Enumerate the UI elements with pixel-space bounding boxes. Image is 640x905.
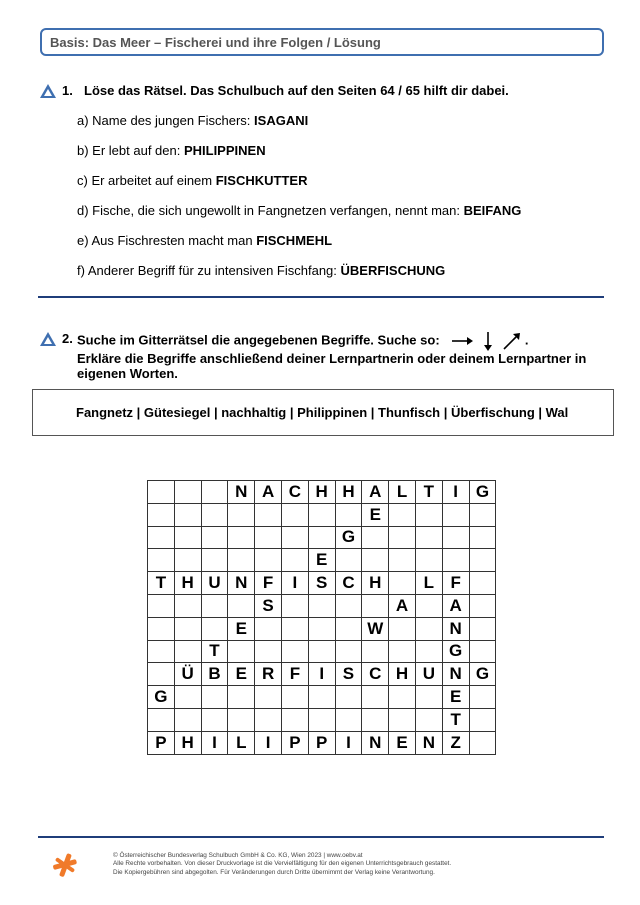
grid-cell (228, 594, 255, 617)
grid-row (148, 640, 496, 663)
footer-line3: Die Kopiergebühren sind abgegolten. Für Veränderungen durch Dritte übernimmt der Verlag keine Verantwortung. (113, 868, 435, 876)
grid-cell (201, 481, 228, 504)
grid-cell: F (281, 663, 308, 686)
grid-cell (255, 617, 282, 640)
grid-cell (308, 503, 335, 526)
grid-cell (174, 686, 201, 709)
task2-instruction (77, 331, 586, 381)
grid-cell: H (362, 572, 389, 595)
question-text: e) Aus Fischresten macht man (77, 233, 257, 248)
grid-cell (335, 686, 362, 709)
grid-row (148, 708, 496, 731)
grid-cell (255, 708, 282, 731)
task2-line3: eigenen Worten. (77, 366, 178, 381)
grid-cell (255, 526, 282, 549)
grid-cell (415, 549, 442, 572)
arrow-right-icon (451, 335, 473, 347)
grid-cell (201, 708, 228, 731)
grid-cell (308, 617, 335, 640)
grid-cell: P (308, 731, 335, 754)
task2-line1-end: . (524, 332, 529, 348)
grid-cell (335, 617, 362, 640)
grid-cell (174, 640, 201, 663)
publisher-logo-icon (52, 852, 78, 878)
grid-cell (174, 617, 201, 640)
grid-cell (415, 526, 442, 549)
grid-cell (148, 526, 175, 549)
grid-cell (415, 708, 442, 731)
grid-cell (281, 708, 308, 731)
grid-cell (174, 503, 201, 526)
grid-cell: C (335, 572, 362, 595)
grid-cell: L (228, 731, 255, 754)
grid-cell: S (335, 663, 362, 686)
grid-row (148, 503, 496, 526)
grid-cell (389, 549, 416, 572)
grid-row (148, 686, 496, 709)
arrow-down-icon (483, 331, 493, 351)
grid-cell: Ü (174, 663, 201, 686)
grid-cell: E (228, 663, 255, 686)
grid-cell (335, 594, 362, 617)
grid-cell: N (362, 731, 389, 754)
grid-cell (389, 640, 416, 663)
task1-number: 1. (62, 83, 73, 98)
question-text: a) Name des jungen Fischers: (77, 113, 255, 128)
grid-cell (174, 549, 201, 572)
grid-cell (148, 617, 175, 640)
grid-cell: F (442, 572, 469, 595)
word-list: Fangnetz | Gütesiegel | nachhaltig | Philippinen | Thunfisch | Überfischung | Wal (76, 405, 569, 420)
worksheet-title: Basis: Das Meer – Fischerei und ihre Folgen / Lösung (50, 34, 381, 50)
grid-cell: T (148, 572, 175, 595)
grid-cell (201, 686, 228, 709)
grid-cell: A (362, 481, 389, 504)
grid-cell (389, 572, 416, 595)
grid-cell (281, 503, 308, 526)
grid-cell: I (442, 481, 469, 504)
question-text: d) Fische, die sich ungewollt in Fangnetzen verfangen, nennt man: (77, 203, 464, 218)
grid-row (148, 481, 496, 504)
grid-cell: H (308, 481, 335, 504)
grid-cell (362, 526, 389, 549)
task2-line1: Suche im Gitterrätsel die angegebenen Begriffe. Suche so: (77, 332, 440, 348)
answer-text: ISAGANI (254, 113, 309, 128)
grid-cell: I (255, 731, 282, 754)
grid-cell (281, 640, 308, 663)
grid-cell: T (442, 708, 469, 731)
grid-cell (442, 549, 469, 572)
grid-cell (308, 594, 335, 617)
grid-cell (308, 708, 335, 731)
grid-cell (335, 503, 362, 526)
grid-cell (174, 481, 201, 504)
grid-cell (335, 549, 362, 572)
grid-cell: E (308, 549, 335, 572)
grid-cell (415, 503, 442, 526)
grid-cell (469, 549, 496, 572)
grid-cell (389, 708, 416, 731)
grid-cell (148, 640, 175, 663)
answer-row (77, 113, 521, 143)
grid-cell (228, 503, 255, 526)
grid-cell (362, 686, 389, 709)
grid-cell: S (308, 572, 335, 595)
grid-cell (281, 594, 308, 617)
grid-cell (255, 549, 282, 572)
grid-cell: R (255, 663, 282, 686)
grid-cell (362, 640, 389, 663)
answer-text: FISCHMEHL (256, 233, 333, 248)
grid-cell: I (308, 663, 335, 686)
grid-cell (362, 708, 389, 731)
grid-cell: H (174, 572, 201, 595)
answer-row (77, 143, 521, 173)
grid-cell: E (228, 617, 255, 640)
task2-number: 2. (62, 331, 73, 346)
grid-cell (442, 526, 469, 549)
grid-cell (281, 526, 308, 549)
grid-cell: T (201, 640, 228, 663)
word-search-grid (147, 480, 496, 755)
divider-top (38, 296, 604, 298)
grid-cell: E (362, 503, 389, 526)
grid-cell: H (174, 731, 201, 754)
answer-text: BEIFANG (463, 203, 522, 218)
grid-cell (174, 708, 201, 731)
answer-row (77, 233, 521, 263)
question-text: c) Er arbeitet auf einem (77, 173, 216, 188)
grid-cell: G (469, 481, 496, 504)
difficulty-triangle-icon (40, 332, 56, 346)
grid-row (148, 731, 496, 754)
grid-cell (148, 708, 175, 731)
grid-cell: W (362, 617, 389, 640)
task1-instruction: Löse das Rätsel. Das Schulbuch auf den Seiten 64 / 65 hilft dir dabei. (84, 83, 509, 98)
task1-heading (40, 83, 509, 98)
grid-cell: B (201, 663, 228, 686)
grid-cell (469, 526, 496, 549)
question-text: f) Anderer Begriff für zu intensiven Fischfang: (77, 263, 341, 278)
answer-text: FISCHKUTTER (215, 173, 308, 188)
grid-cell: G (148, 686, 175, 709)
grid-cell: I (201, 731, 228, 754)
grid-row (148, 617, 496, 640)
worksheet-title-box (40, 28, 604, 56)
grid-cell (415, 617, 442, 640)
grid-cell: G (442, 640, 469, 663)
grid-cell (201, 503, 228, 526)
grid-cell: I (335, 731, 362, 754)
grid-cell (255, 640, 282, 663)
grid-cell: E (389, 731, 416, 754)
grid-cell: G (469, 663, 496, 686)
word-list-box (32, 389, 614, 436)
footer-line2: Alle Rechte vorbehalten. Von dieser Druckvorlage ist die Vervielfältigung für den eigenen Unterrichtsgebrauch gestattet. (113, 860, 452, 868)
grid-cell (389, 526, 416, 549)
grid-cell (228, 526, 255, 549)
grid-cell (201, 526, 228, 549)
grid-cell (228, 686, 255, 709)
grid-row (148, 572, 496, 595)
grid-cell: T (415, 481, 442, 504)
grid-cell: H (389, 663, 416, 686)
task1-answers (77, 113, 521, 293)
grid-cell: P (281, 731, 308, 754)
grid-cell: E (442, 686, 469, 709)
grid-cell (442, 503, 469, 526)
grid-cell: N (442, 617, 469, 640)
grid-cell (415, 594, 442, 617)
grid-cell (362, 594, 389, 617)
grid-cell (469, 503, 496, 526)
grid-cell: N (415, 731, 442, 754)
grid-cell (469, 686, 496, 709)
grid-cell (281, 686, 308, 709)
grid-cell (281, 549, 308, 572)
grid-cell: P (148, 731, 175, 754)
footer-line1: © Österreichischer Bundesverlag Schulbuch GmbH & Co. KG, Wien 2023 | www.oebv.at (113, 852, 363, 859)
grid-cell (469, 594, 496, 617)
grid-cell (148, 594, 175, 617)
divider-bottom (38, 836, 604, 838)
grid-cell: L (415, 572, 442, 595)
grid-cell: H (335, 481, 362, 504)
grid-cell (228, 640, 255, 663)
grid-cell (308, 686, 335, 709)
grid-cell: I (281, 572, 308, 595)
answer-text: ÜBERFISCHUNG (340, 263, 446, 278)
grid-cell (389, 503, 416, 526)
difficulty-triangle-icon (40, 84, 56, 98)
grid-cell (201, 549, 228, 572)
grid-cell: F (255, 572, 282, 595)
grid-cell: N (442, 663, 469, 686)
grid-cell (201, 594, 228, 617)
grid-cell: U (201, 572, 228, 595)
grid-cell (148, 481, 175, 504)
grid-cell (389, 617, 416, 640)
grid-cell (362, 549, 389, 572)
grid-row (148, 549, 496, 572)
grid-cell (308, 526, 335, 549)
grid-cell: L (389, 481, 416, 504)
grid-cell (335, 640, 362, 663)
grid-cell (148, 663, 175, 686)
grid-cell: Z (442, 731, 469, 754)
grid-cell (174, 526, 201, 549)
grid-cell (174, 594, 201, 617)
grid-cell: C (281, 481, 308, 504)
grid-cell (469, 617, 496, 640)
grid-cell (389, 686, 416, 709)
grid-cell: A (442, 594, 469, 617)
grid-cell (469, 708, 496, 731)
grid-cell (415, 686, 442, 709)
grid-cell: U (415, 663, 442, 686)
grid-cell: A (255, 481, 282, 504)
grid-cell (255, 503, 282, 526)
grid-cell (469, 731, 496, 754)
grid-row (148, 594, 496, 617)
grid-row (148, 663, 496, 686)
grid-cell (415, 640, 442, 663)
arrow-diagonal-up-icon (503, 332, 521, 350)
answer-row (77, 173, 521, 203)
grid-cell (148, 503, 175, 526)
grid-cell: S (255, 594, 282, 617)
grid-cell (281, 617, 308, 640)
grid-cell: A (389, 594, 416, 617)
answer-row (77, 263, 521, 293)
answer-text: PHILIPPINEN (183, 143, 266, 158)
search-direction-icons (451, 331, 521, 351)
grid-cell: G (335, 526, 362, 549)
task2-line2: Erkläre die Begriffe anschließend deiner Lernpartnerin oder deinem Lernpartner in (77, 351, 587, 366)
grid-cell: N (228, 481, 255, 504)
question-text: b) Er lebt auf den: (77, 143, 184, 158)
grid-cell (469, 572, 496, 595)
footer-legal (113, 852, 451, 877)
grid-cell (255, 686, 282, 709)
grid-row (148, 526, 496, 549)
grid-cell (335, 708, 362, 731)
grid-cell (148, 549, 175, 572)
grid-cell (228, 549, 255, 572)
grid-cell (469, 640, 496, 663)
grid-cell (201, 617, 228, 640)
answer-row (77, 203, 521, 233)
grid-cell: C (362, 663, 389, 686)
grid-cell (228, 708, 255, 731)
grid-cell (308, 640, 335, 663)
grid-cell: N (228, 572, 255, 595)
